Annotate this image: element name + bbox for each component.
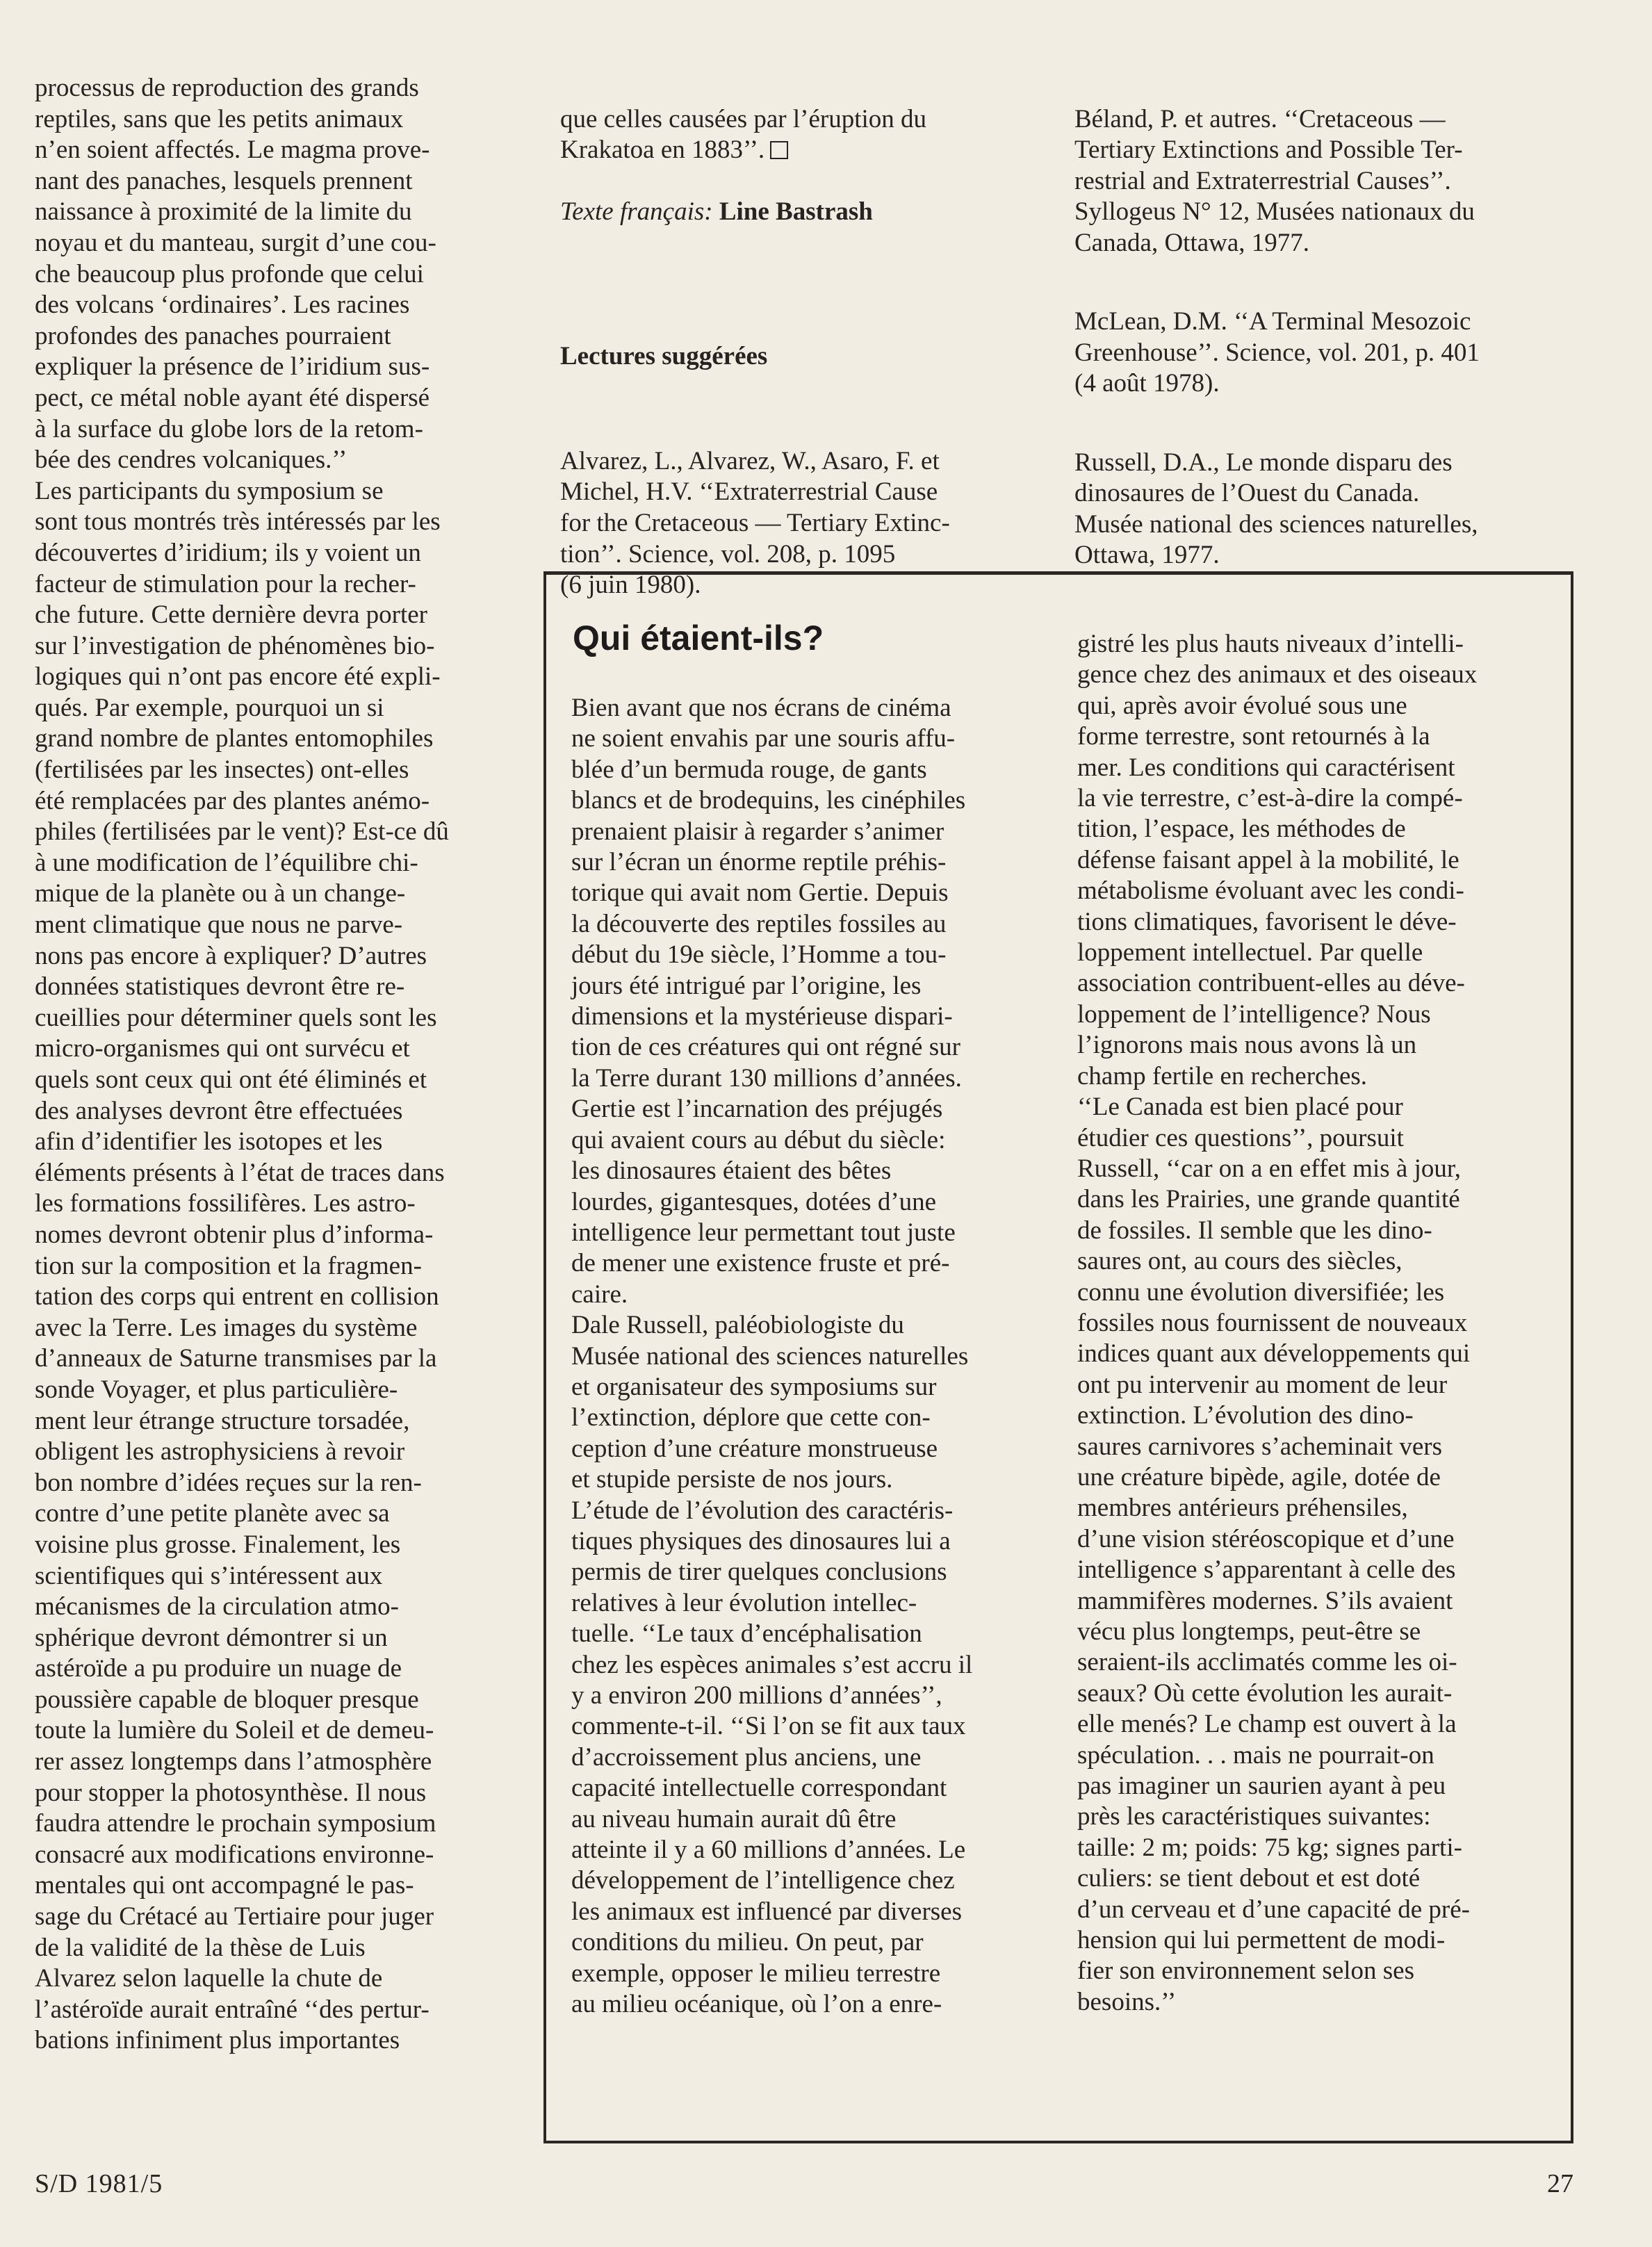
sidebar-right-text: gistré les plus hauts niveaux d’intelli- gence chez des animaux et des oiseaux qui, après avoir évolué sous une forme terrestre, sont retournés à la mer. Les conditions qui caractérisent la vie terrestre, c’est-à-dire la compé- tition, l’espace, les méthodes de défense faisant appel à la mobilité, le métabolisme évoluant avec les condi- tions climatiques, favorisent le déve- loppement intellectuel. Par quelle association contribuent-elles au déve- loppement de l’intelligence? Nous l’ignorons mais nous avons là un champ fertile en recherches. ‘‘Le Canada est bien placé pour étudier ces questions’’, poursuit Russell, ‘‘car on a en effet mis à jour, dans les Prairies, une grande quantité de fossiles. Il semble que les dino- saures ont, au cours des siècles, connu une évolution diversifiée; les fossiles nous fournissent de nouveaux indices quant aux développements qui ont pu intervenir au moment de leur extinction. L’évolution des dino- saures carnivores s’acheminait vers une créature bipède, agile, dotée de membres antérieurs préhensiles, d’une vision stéréoscopique et d’une intelligence s’apparentant à celle des mammifères modernes. S’ils avaient vécu plus longtemps, peut-être se seraient-ils acclimatés comme les oi- seaux? Où cette évolution les aurait- elle menés? Le champ est ouvert à la spéculation. . . mais ne pourrait-on pas imaginer un saurien ayant à peu près les caractéristiques suivantes: taille: 2 m; poids: 75 kg; signes parti- culiers: se tient debout et est doté d’un cerveau et d’une capacité de pré- hension qui lui permettent de modi- fier son environnement selon ses besoins.’’ — [1077, 630, 1478, 2016]
left-column-text: processus de reproduction des grands reptiles, sans que les petits animaux n’en soient affectés. Le magma prove- nant des panaches, lesquels prennent naissance à proximité de la limite du noyau et du manteau, surgit d’une cou- che beaucoup plus profonde que celui des volcans ‘ordinaires’. Les racines profondes des panaches pourraient expliquer la présence de l’iridium sus- pect, ce métal noble ayant été dispersé à la surface du globe lors de la retom- bée des cendres volcaniques.’’ Les participants du symposium se sont tous montrés très intéressés par les découvertes d’iridium; ils y voient un facteur de stimulation pour la recher- che future. Cette dernière devra porter sur l’investigation de phénomènes bio- logiques qui n’ont pas encore été expli- qués. Par exemple, pourquoi un si grand nombre de plantes entomophiles (fertilisées par les insectes) ont-elles été remplacées par des plantes anémo- philes (fertilisées par le vent)? Est-ce dû à une modification de l’équilibre chi- mique de la planète ou à un change- ment climatique que nous ne parve- nons pas encore à expliquer? D’autres données statistiques devront être re- cueillies pour déterminer quels sont les micro-organismes qui ont survécu et quels sont ceux qui ont été éliminés et des analyses devront être effectuées afin d’identifier les isotopes et les éléments présents à l’état de traces dans les formations fossilifères. Les astro- nomes devront obtenir plus d’informa- tion sur la composition et la fragmen- tation des corps qui entrent en collision avec la Terre. Les images du système d’anneaux de Saturne transmises par la sonde Voyager, et plus particulière- ment leur étrange structure torsadée, obligent les astrophysiciens à revoir bon nombre d’idées reçues sur la ren- contre d’une petite planète avec sa voisine plus grosse. Finalement, les scientifiques qui s’intéressent aux mécanismes de la circulation atmo- sphérique devront démontrer si un astéroïde a pu produire un nuage de poussière capable de bloquer presque toute la lumière du Soleil et de demeu- rer assez longtemps dans l’atmosphère pour stopper la photosynthèse. Il nous faudra attendre le prochain symposium consacré aux modifications environne- mentales qui ont accompagné le pas- sage du Crétacé au Tertiaire pour juger de la validité de la thèse de Luis Alvarez selon laquelle la chute de l’astéroïde aurait entraîné ‘‘des pertur- bations infiniment plus importantes — [35, 74, 449, 2055]
reference-item: Alvarez, L., Alvarez, W., Asaro, F. et Michel, H.V. ‘‘Extraterrestrial Cause for the Cretaceous — Tertiary Extinc- tion’’. Science, vol. 208, p. 1095 (6 juin 1980). — [560, 446, 950, 600]
issue-label: S/D 1981/5 — [35, 2169, 163, 2198]
middle-column — [560, 73, 1051, 647]
right-column — [1074, 73, 1571, 619]
end-mark-icon — [770, 141, 788, 159]
page-number: 27 — [1547, 2169, 1573, 2198]
article-closing-text: que celles causées par l’éruption du Krakatoa en 1883’’. — [560, 104, 927, 165]
reference-item: Béland, P. et autres. ‘‘Cretaceous — Tertiary Extinctions and Possible Ter- restrial and Extraterrestrial Causes’’. Syllogeus N° 12, Musées nationaux du Canada, Ottawa, 1977. — [1074, 104, 1475, 257]
credit-label: Texte français: — [560, 197, 713, 227]
references-heading: Lectures suggérées — [560, 341, 768, 370]
sidebar-left-text: Bien avant que nos écrans de cinéma ne soient envahis par une souris affu- blée d’un bermuda rouge, de gants blancs et de brodequins, les cinéphiles prenaient plaisir à regarder s’animer sur l’écran un énorme reptile préhis- torique qui avait nom Gertie. Depuis la découverte des reptiles fossiles au début du 19e siècle, l’Homme a tou- jours été intrigué par l’origine, les dimensions et la mystérieuse dispari- tion de ces créatures qui ont régné sur la Terre durant 130 millions d’années. Gertie est l’incarnation des préjugés qui avaient cours au début du siècle: les dinosaures étaient des bêtes lourdes, gigantesques, dotées d’une intelligence leur permettant tout juste de mener une existence fruste et pré- caire. Dale Russell, paléobiologiste du Musée national des sciences naturelles et organisateur des symposiums sur l’extinction, déplore que cette con- ception d’une créature monstrueuse et stupide persiste de nos jours. L’étude de l’évolution des caractéris- tiques physiques des dinosaures lui a permis de tirer quelques conclusions relatives à leur évolution intellec- tuelle. ‘‘Le taux d’encéphalisation chez les espèces animales s’est accru il y a environ 200 millions d’années’’, commente-t-il. ‘‘Si l’on se fit aux taux d’accroissement plus anciens, une capacité intellectuelle correspondant au niveau humain aurait dû être atteinte il y a 60 millions d’années. Le développement de l’intelligence chez les animaux est influencé par diverses conditions du milieu. On peut, par exemple, opposer le milieu terrestre au milieu océanique, où l’on a enre- — [571, 694, 973, 2019]
reference-item: McLean, D.M. ‘‘A Terminal Mesozoic Greenhouse’’. Science, vol. 201, p. 401 (4 août 1978). — [1074, 307, 1480, 398]
sidebar-box — [543, 571, 1573, 2143]
translation-credit — [560, 197, 1051, 228]
credit-name: Line Bastrash — [719, 197, 873, 227]
reference-item: Russell, D.A., Le monde disparu des dinosaures de l’Ouest du Canada. Musée national des sciences naturelles, Ottawa, 1977. — [1074, 448, 1478, 570]
sidebar-title: Qui étaient-ils? — [573, 619, 824, 657]
